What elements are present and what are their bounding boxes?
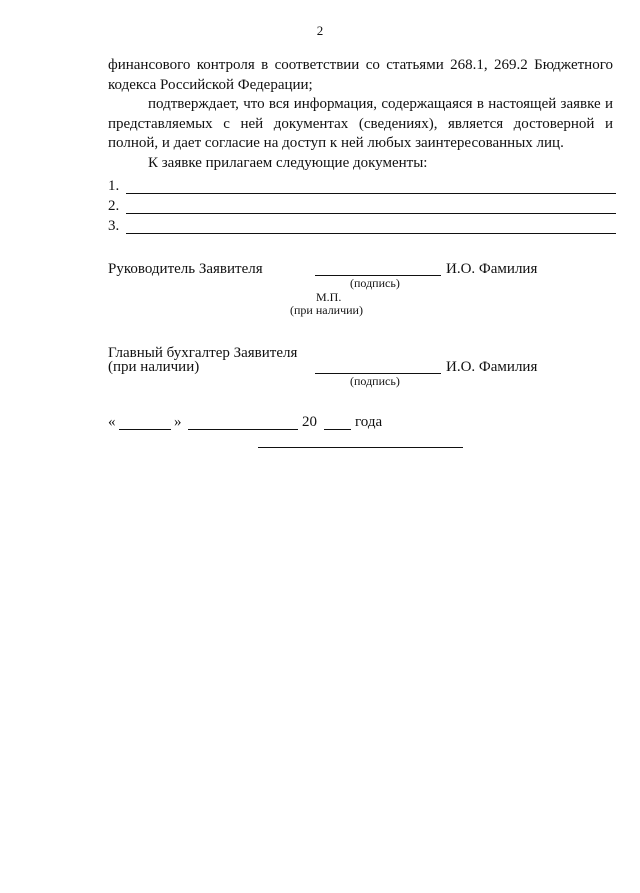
paragraph-confirmation: подтверждает, что вся информация, содержащаяся в настоящей заявке и представляемых с ней документах (сведениях), является достоверной и полной, и дает согласие на доступ к ней любых заинтересованных лиц.	[108, 96, 613, 151]
date-year-prefix: 20	[302, 414, 317, 430]
paragraph-budget-code: финансового контроля в соответствии со статьями 268.1, 269.2 Бюджетного кодекса Российской Федерации;	[108, 57, 613, 93]
date-year-line[interactable]	[324, 429, 351, 430]
document-item	[108, 174, 616, 194]
document-number: 2.	[108, 198, 120, 214]
document-blank-line[interactable]	[126, 199, 616, 214]
body-text	[108, 56, 613, 173]
document-number: 3.	[108, 218, 120, 234]
accountant-title-note: (при наличии)	[108, 359, 200, 375]
date-open-quote: «	[108, 414, 116, 430]
document-item	[108, 214, 616, 234]
document-item	[108, 194, 616, 214]
date-month-line[interactable]	[188, 429, 298, 430]
accountant-title: Главный бухгалтер Заявителя	[108, 345, 298, 361]
document-blank-line[interactable]	[126, 219, 616, 234]
document-blank-line[interactable]	[126, 179, 616, 194]
seal-note: (при наличии)	[290, 303, 363, 317]
date-year-suffix: года	[355, 414, 383, 430]
date-day-line[interactable]	[119, 429, 171, 430]
accountant-name: И.О. Фамилия	[446, 359, 538, 375]
seal-label: М.П.	[316, 290, 342, 304]
head-title: Руководитель Заявителя	[108, 261, 263, 277]
head-name: И.О. Фамилия	[446, 261, 538, 277]
date-close-quote: »	[174, 414, 182, 430]
bottom-separator-line	[258, 447, 463, 448]
paragraph-attachments-intro: К заявке прилагаем следующие документы:	[148, 154, 428, 171]
attached-documents-list	[108, 174, 616, 234]
head-signature-caption: (подпись)	[350, 276, 400, 290]
document-number: 1.	[108, 178, 120, 194]
accountant-signature-caption: (подпись)	[350, 374, 400, 388]
page-number: 2	[316, 23, 324, 38]
